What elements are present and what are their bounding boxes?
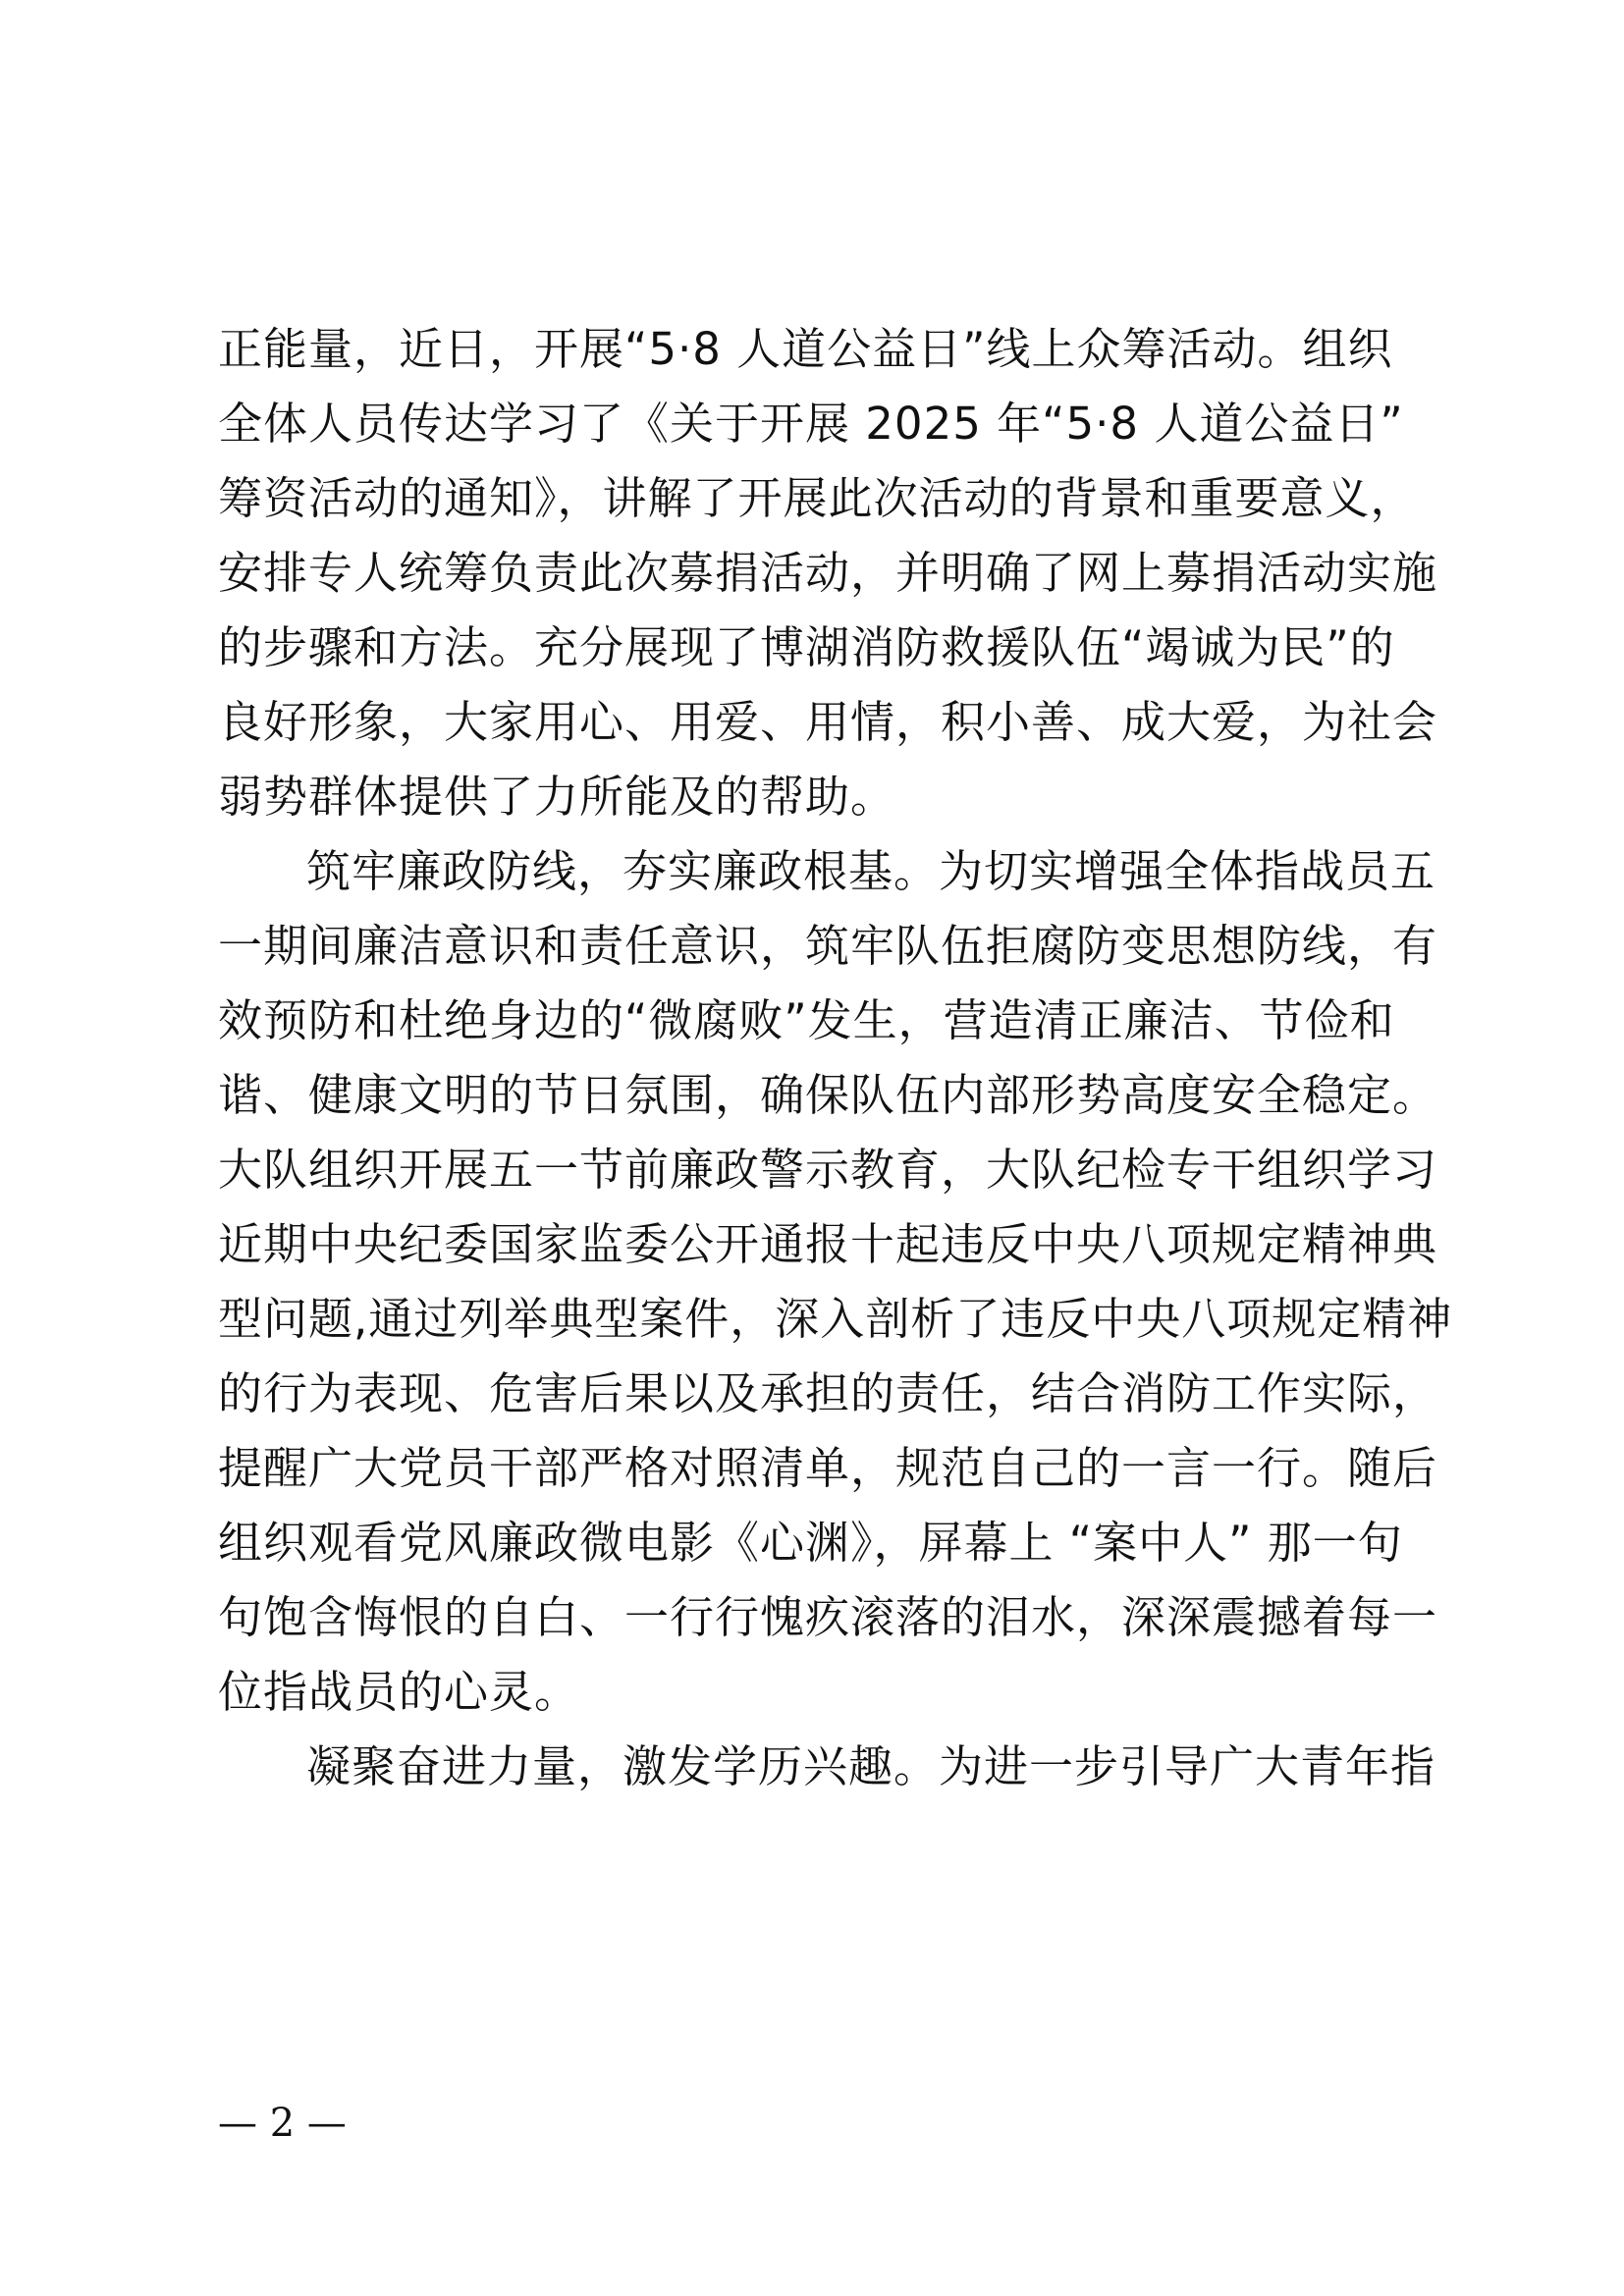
text-line: 筑牢廉政防线，夯实廉政根基。为切实增强全体指战员五 (306, 845, 1436, 897)
text-line: 组织观看党风廉政微电影《心渊》，屏幕上 “案中人” 那一句 (218, 1517, 1403, 1569)
text-line: 型问题,通过列举典型案件，深入剖析了违反中央八项规定精神 (218, 1293, 1453, 1345)
text-line: 凝聚奋进力量，激发学历兴趣。为进一步引导广大青年指 (306, 1740, 1436, 1792)
paragraph-1 (218, 312, 1438, 834)
text-line: 句饱含悔恨的自白、一行行愧疚滚落的泪水，深深震撼着每一 (218, 1591, 1438, 1643)
paragraph-2 (218, 834, 1453, 1730)
text-line: 筹资活动的通知》，讲解了开展此次活动的背景和重要意义， (218, 472, 1416, 524)
page-number: — 2 — (218, 2101, 347, 2146)
text-line: 谐、健康文明的节日氛围，确保队伍内部形势高度安全稳定。 (218, 1069, 1438, 1121)
text-line: 大队组织开展五一节前廉政警示教育，大队纪检专干组织学习 (218, 1144, 1438, 1196)
text-line: 位指战员的心灵。 (218, 1666, 580, 1718)
text-line: 安排专人统筹负责此次募捐活动，并明确了网上募捐活动实施 (218, 547, 1438, 599)
text-line: 提醒广大党员干部严格对照清单，规范自己的一言一行。随后 (218, 1442, 1438, 1494)
paragraph-3 (218, 1730, 1435, 1804)
text-line: 效预防和杜绝身边的“微腐败”发生，营造清正廉洁、节俭和 (218, 994, 1395, 1046)
text-line: 一期间廉洁意识和责任意识，筑牢队伍拒腐防变思想防线，有 (218, 920, 1438, 972)
text-line: 全体人员传达学习了《关于开展 2025 年“5·8 人道公益日” (218, 398, 1404, 450)
text-line: 弱势群体提供了力所能及的帮助。 (218, 771, 896, 823)
text-line: 良好形象，大家用心、用爱、用情，积小善、成大爱，为社会 (218, 696, 1438, 748)
text-line: 的行为表现、危害后果以及承担的责任，结合消防工作实际， (218, 1367, 1438, 1419)
text-line: 正能量，近日，开展“5·8 人道公益日”线上众筹活动。组织 (218, 323, 1393, 375)
text-line: 的步骤和方法。充分展现了博湖消防救援队伍“竭诚为民”的 (218, 621, 1395, 673)
text-line: 近期中央纪委国家监委公开通报十起违反中央八项规定精神典 (218, 1218, 1438, 1270)
document-body (218, 312, 1453, 1804)
